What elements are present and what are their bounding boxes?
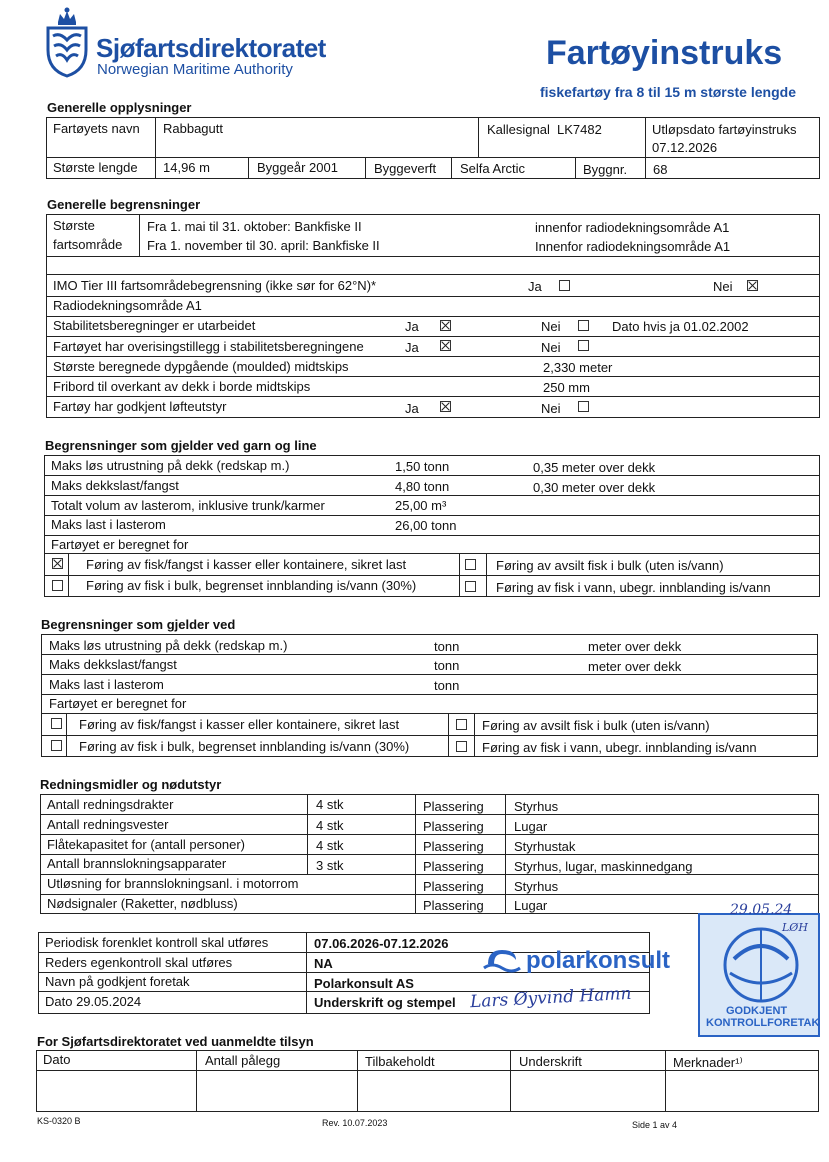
draft-label: Største beregnede dypgående (moulded) midtskips: [53, 359, 349, 374]
imo-ja-label: Ja: [528, 279, 542, 294]
inspection-col-date: Dato: [43, 1052, 71, 1067]
yard-label: Byggeverft: [374, 161, 437, 176]
rescue-label: Utløsning for brannslokningsanl. i motorrom: [47, 876, 299, 891]
vessel-name-value: Rabbagutt: [163, 121, 223, 136]
other-gear-height: meter over dekk: [588, 639, 682, 654]
other-opt4-label: Føring av fisk i vann, ubegr. innblanding is/vann: [482, 740, 757, 755]
other-deck-label: Maks dekkslast/fangst: [49, 657, 177, 672]
expiry-label: Utløpsdato fartøyinstruks: [652, 122, 797, 137]
area-summer: Fra 1. mai til 31. oktober: Bankfiske II: [147, 219, 362, 234]
other-hold-label: Maks last i lasterom: [49, 677, 164, 692]
buildyear-value: 2001: [309, 160, 338, 175]
footer-revision: Rev. 10.07.2023: [322, 1118, 388, 1128]
section-limits-heading: Generelle begrensninger: [47, 197, 201, 212]
rescue-label: Antall redningsvester: [47, 817, 169, 832]
net-opt3-label: Føring av fisk i bulk, begrenset innblanding is/vann (30%): [86, 578, 417, 593]
buildno-value: 68: [653, 162, 668, 177]
company-label: Navn på godkjent foretak: [45, 974, 190, 989]
length-value: 14,96 m: [163, 160, 210, 175]
callsign-label: Kallesignal: [487, 122, 550, 137]
imo-nei-label: Nei: [713, 279, 733, 294]
rescue-place: Styrhus, lugar, maskinnedgang: [514, 859, 693, 874]
inspection-cell-orders[interactable]: [197, 1071, 356, 1111]
freeboard-label: Fribord til overkant av dekk i borde midtskips: [53, 379, 311, 394]
buildno-label: Byggnr.: [583, 162, 628, 177]
rescue-place: Lugar: [514, 819, 548, 834]
icing-ja-checkbox[interactable]: [440, 340, 451, 351]
net-opt4-label: Føring av fisk i vann, ubegr. innblanding is/vann: [496, 580, 771, 595]
stability-date: Dato hvis ja 01.02.2002: [612, 319, 749, 334]
stability-nei-label: Nei: [541, 319, 561, 334]
area-label-line2: fartsområde: [53, 237, 123, 252]
net-volume-label: Totalt volum av lasterom, inklusive trunk/karmer: [51, 498, 325, 513]
control-date: Dato 29.05.2024: [45, 994, 142, 1009]
net-opt4-checkbox[interactable]: [465, 581, 476, 592]
periodic-control-label: Periodisk forenklet kontroll skal utføres: [45, 935, 269, 950]
section-inspection-heading: For Sjøfartsdirektoratet ved uanmeldte tilsyn: [37, 1034, 314, 1049]
other-opt2-label: Føring av avsilt fisk i bulk (uten is/vann): [482, 718, 710, 733]
periodic-control-value: 07.06.2026-07.12.2026: [314, 936, 449, 951]
net-gear-label: Maks løs utrustning på dekk (redskap m.): [51, 458, 290, 473]
net-designed-label: Fartøyet er beregnet for: [51, 537, 189, 552]
icing-nei-label: Nei: [541, 340, 561, 355]
inspection-col-orders: Antall pålegg: [205, 1053, 281, 1068]
rescue-placement-label: Plassering: [423, 898, 484, 913]
stability-ja-label: Ja: [405, 319, 419, 334]
other-gear-label: Maks løs utrustning på dekk (redskap m.): [49, 638, 288, 653]
length-label: Største lengde: [53, 160, 138, 175]
other-opt1-checkbox[interactable]: [51, 718, 62, 729]
stability-nei-checkbox[interactable]: [578, 320, 589, 331]
net-volume-value: 25,00 m³: [395, 498, 447, 513]
icing-label: Fartøyet har overisingstillegg i stabilitetsberegningene: [53, 339, 364, 354]
rescue-count: 4 stk: [316, 838, 344, 853]
icing-nei-checkbox[interactable]: [578, 340, 589, 351]
document-subtitle: fiskefartøy fra 8 til 15 m største lengde: [540, 84, 796, 100]
section-other-heading: Begrensninger som gjelder ved: [41, 617, 236, 632]
other-opt2-checkbox[interactable]: [456, 719, 467, 730]
stamp-emblem-icon: [702, 923, 820, 1013]
inspection-col-signature: Underskrift: [519, 1054, 582, 1069]
other-hold-unit: tonn: [434, 678, 460, 693]
inspection-cell-remarks[interactable]: [666, 1071, 818, 1111]
other-deck-height: meter over dekk: [588, 659, 682, 674]
lifting-nei-checkbox[interactable]: [578, 401, 589, 412]
other-designed-label: Fartøyet er beregnet for: [49, 696, 187, 711]
expiry-value: 07.12.2026: [652, 140, 718, 155]
radio-area-label: Radiodekningsområde A1: [53, 298, 202, 313]
net-opt2-label: Føring av avsilt fisk i bulk (uten is/vann): [496, 558, 724, 573]
rescue-count: 4 stk: [316, 797, 344, 812]
net-opt1-checkbox[interactable]: [52, 558, 63, 569]
other-gear-unit: tonn: [434, 639, 460, 654]
polarkonsult-logo-icon: [482, 946, 522, 974]
net-gear-height: 0,35 meter over dekk: [533, 460, 656, 475]
other-opt3-label: Føring av fisk i bulk, begrenset innblanding is/vann (30%): [79, 739, 410, 754]
buildyear-label: Byggeår: [257, 160, 306, 175]
area-summer-radio: innenfor radiodekningsområde A1: [535, 220, 730, 235]
net-deck-value: 4,80 tonn: [395, 479, 450, 494]
rescue-placement-label: Plassering: [423, 839, 484, 854]
rescue-label: Nødsignaler (Raketter, nødbluss): [47, 896, 238, 911]
net-deck-label: Maks dekkslast/fangst: [51, 478, 179, 493]
stamp-handwritten-date: 29.05.24: [730, 902, 793, 918]
document-title: Fartøyinstruks: [546, 34, 783, 72]
owner-control-label: Reders egenkontroll skal utføres: [45, 955, 233, 970]
rescue-label: Antall redningsdrakter: [47, 797, 174, 812]
lifting-label: Fartøy har godkjent løfteutstyr: [53, 399, 227, 414]
section-general-heading: Generelle opplysninger: [47, 100, 192, 115]
other-opt3-checkbox[interactable]: [51, 740, 62, 751]
net-opt1-label: Føring av fisk/fangst i kasser eller kontainere, sikret last: [86, 557, 407, 572]
net-hold-label: Maks last i lasterom: [51, 517, 166, 532]
icing-ja-label: Ja: [405, 340, 419, 355]
stamp-initials: LØH: [782, 921, 808, 934]
rescue-count: 3 stk: [316, 858, 344, 873]
yard-value: Selfa Arctic: [460, 161, 526, 176]
inspection-cell-date[interactable]: [37, 1071, 195, 1111]
inspection-col-remarks: Merknader¹⁾: [673, 1055, 743, 1070]
polarkonsult-stamp-brand: polarkonsult: [526, 947, 671, 974]
rescue-placement-label: Plassering: [423, 799, 484, 814]
imo-ja-checkbox[interactable]: [559, 280, 570, 291]
footer-page-number: Side 1 av 4: [632, 1120, 678, 1130]
rescue-place: Styrhus: [514, 879, 559, 894]
footer-form-code: KS-0320 B: [37, 1116, 81, 1126]
imo-tier-label: IMO Tier III fartsområdebegrensning (ikke sør for 62°N)*: [53, 278, 377, 293]
other-opt1-label: Føring av fisk/fangst i kasser eller kontainere, sikret last: [79, 717, 400, 732]
vessel-name-label: Fartøyets navn: [53, 121, 140, 136]
stamp-text-approved: GODKJENT: [726, 1005, 788, 1017]
area-winter: Fra 1. november til 30. april: Bankfiske II: [147, 238, 380, 253]
rescue-label: Flåtekapasitet for (antall personer): [47, 837, 245, 852]
rescue-place: Styrhus: [514, 799, 559, 814]
lifting-ja-checkbox[interactable]: [440, 401, 451, 412]
rescue-placement-label: Plassering: [423, 859, 484, 874]
owner-control-value: NA: [314, 956, 333, 971]
crown-anchor-icon: [44, 6, 90, 78]
handwritten-signature: Lars Øyvind Hamn: [469, 983, 632, 1013]
callsign-value: LK7482: [557, 122, 602, 137]
lifting-ja-label: Ja: [405, 401, 419, 416]
signature-label: Underskrift og stempel: [314, 995, 456, 1010]
draft-value: 2,330 meter: [543, 360, 613, 375]
inspection-cell-signature[interactable]: [511, 1071, 664, 1111]
stability-ja-checkbox[interactable]: [440, 320, 451, 331]
net-deck-height: 0,30 meter over dekk: [533, 480, 656, 495]
other-deck-unit: tonn: [434, 658, 460, 673]
net-gear-value: 1,50 tonn: [395, 459, 450, 474]
freeboard-value: 250 mm: [543, 380, 590, 395]
sdir-logo: [44, 6, 90, 78]
company-value: Polarkonsult AS: [314, 976, 414, 991]
net-opt2-checkbox[interactable]: [465, 559, 476, 570]
inspection-cell-detained[interactable]: [358, 1071, 509, 1111]
other-opt4-checkbox[interactable]: [456, 741, 467, 752]
rescue-place: Styrhustak: [514, 839, 576, 854]
area-label-line1: Største: [53, 218, 95, 233]
net-opt3-checkbox[interactable]: [52, 580, 63, 591]
rescue-label: Antall brannslokningsapparater: [47, 856, 227, 871]
section-net-heading: Begrensninger som gjelder ved garn og line: [45, 438, 317, 453]
stamp-text-company: KONTROLLFORETAK: [706, 1017, 820, 1029]
area-winter-radio: Innenfor radiodekningsområde A1: [535, 239, 731, 254]
lifting-nei-label: Nei: [541, 401, 561, 416]
rescue-placement-label: Plassering: [423, 819, 484, 834]
net-hold-value: 26,00 tonn: [395, 518, 457, 533]
rescue-place: Lugar: [514, 898, 548, 913]
imo-nei-checkbox[interactable]: [747, 280, 758, 291]
section-rescue-heading: Redningsmidler og nødutstyr: [40, 777, 222, 792]
stability-label: Stabilitetsberegninger er utarbeidet: [53, 318, 256, 333]
rescue-placement-label: Plassering: [423, 879, 484, 894]
org-name: Sjøfartsdirektoratet: [96, 33, 326, 63]
org-name-en: Norwegian Maritime Authority: [97, 61, 293, 78]
rescue-count: 4 stk: [316, 818, 344, 833]
inspection-col-detained: Tilbakeholdt: [365, 1054, 435, 1069]
